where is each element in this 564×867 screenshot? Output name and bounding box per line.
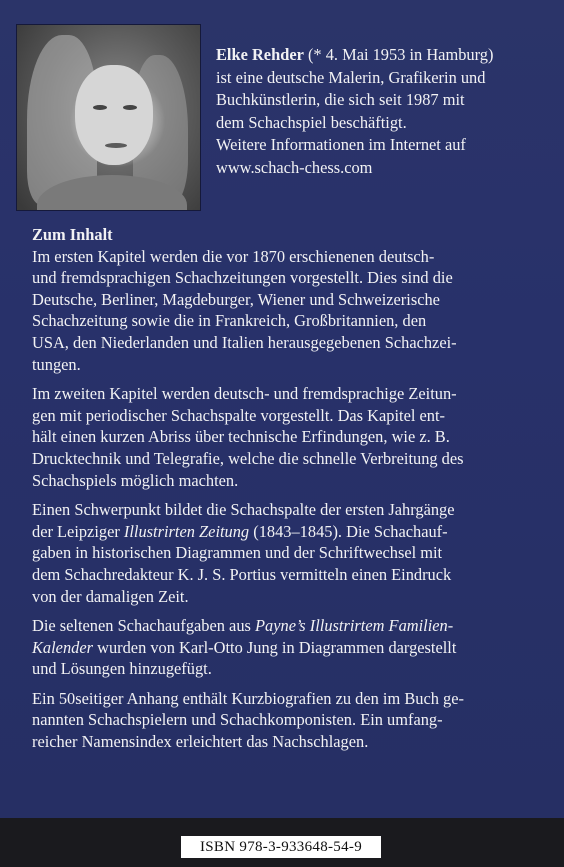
text-line: USA, den Niederlanden und Italien herausgegebenen Schachzei- (32, 332, 457, 352)
text-line: hält einen kurzen Abriss über technische Erfindungen, wie z. B. (32, 427, 450, 447)
text-line: dem Schachredakteur K. J. S. Portius vermitteln einen Eindruck (32, 564, 452, 584)
publication-title: Illustrirten Zeitung (123, 521, 250, 541)
isbn-label: ISBN 978-3-933648-54-9 (181, 836, 381, 858)
publication-title: Payne’s Illustrirtem Familien- (255, 616, 454, 636)
paragraph-1 (32, 246, 542, 376)
text-line: reicher Namensindex erleichtert das Nachschlagen. (32, 732, 369, 752)
text-line: Ein 50seitiger Anhang enthält Kurzbiografien zu den im Buch ge- (32, 688, 464, 708)
content-heading: Zum Inhalt (32, 225, 113, 244)
text-line: Schachspiels möglich machten. (32, 470, 239, 490)
bio-birth: (* 4. Mai 1953 in Hamburg) (303, 45, 494, 64)
author-photo (16, 24, 201, 211)
text-line: von der damaligen Zeit. (32, 586, 189, 606)
text-line: nannten Schachspielern und Schachkomponisten. Ein umfang- (32, 710, 443, 730)
text-line: Drucktechnik und Telegrafie, welche die schnelle Verbreitung des (32, 448, 464, 468)
paragraph-2 (32, 383, 542, 491)
bio-line: Weitere Informationen im Internet auf (216, 135, 466, 154)
publication-title: Kalender (32, 637, 94, 657)
paragraph-4 (32, 615, 542, 680)
text-line: Schachzeitung sowie die in Frankreich, Großbritannien, den (32, 311, 427, 331)
text-line: gen mit periodischer Schachspalte vorgestellt. Das Kapitel ent- (32, 405, 445, 425)
content-section (32, 224, 542, 761)
text-line: gaben in historischen Diagrammen und der Schriftwechsel mit (32, 543, 443, 563)
text-line: Im ersten Kapitel werden die vor 1870 erschienenen deutsch- (32, 246, 435, 266)
bio-line: ist eine deutsche Malerin, Grafikerin und (216, 67, 486, 87)
text-line: tungen. (32, 354, 81, 374)
text-line: und fremdsprachigen Schachzeitungen vorgestellt. Dies sind die (32, 268, 453, 288)
author-bio (216, 44, 546, 179)
bio-website: www.schach-chess.com (216, 157, 373, 177)
text-line: (1843–1845). Die Schachauf- (249, 521, 448, 541)
text-line: Die seltenen Schachaufgaben aus (32, 616, 256, 636)
text-line: wurden von Karl-Otto Jung in Diagrammen dargestellt (93, 637, 457, 657)
paragraph-3 (32, 499, 542, 607)
author-name: Elke Rehder (216, 45, 304, 64)
bio-line: dem Schachspiel beschäftigt. (216, 112, 407, 132)
paragraph-5 (32, 688, 542, 753)
text-line: Einen Schwerpunkt bildet die Schachspalte der ersten Jahrgänge (32, 500, 455, 520)
text-line: der Leipziger (32, 521, 124, 541)
text-line: und Lösungen hinzugefügt. (32, 659, 212, 679)
text-line: Deutsche, Berliner, Magdeburger, Wiener und Schweizerische (32, 289, 440, 309)
text-line: Im zweiten Kapitel werden deutsch- und fremdsprachige Zeitun- (32, 384, 457, 404)
bio-line (216, 44, 546, 67)
bio-line: Buchkünstlerin, die sich seit 1987 mit (216, 90, 465, 109)
